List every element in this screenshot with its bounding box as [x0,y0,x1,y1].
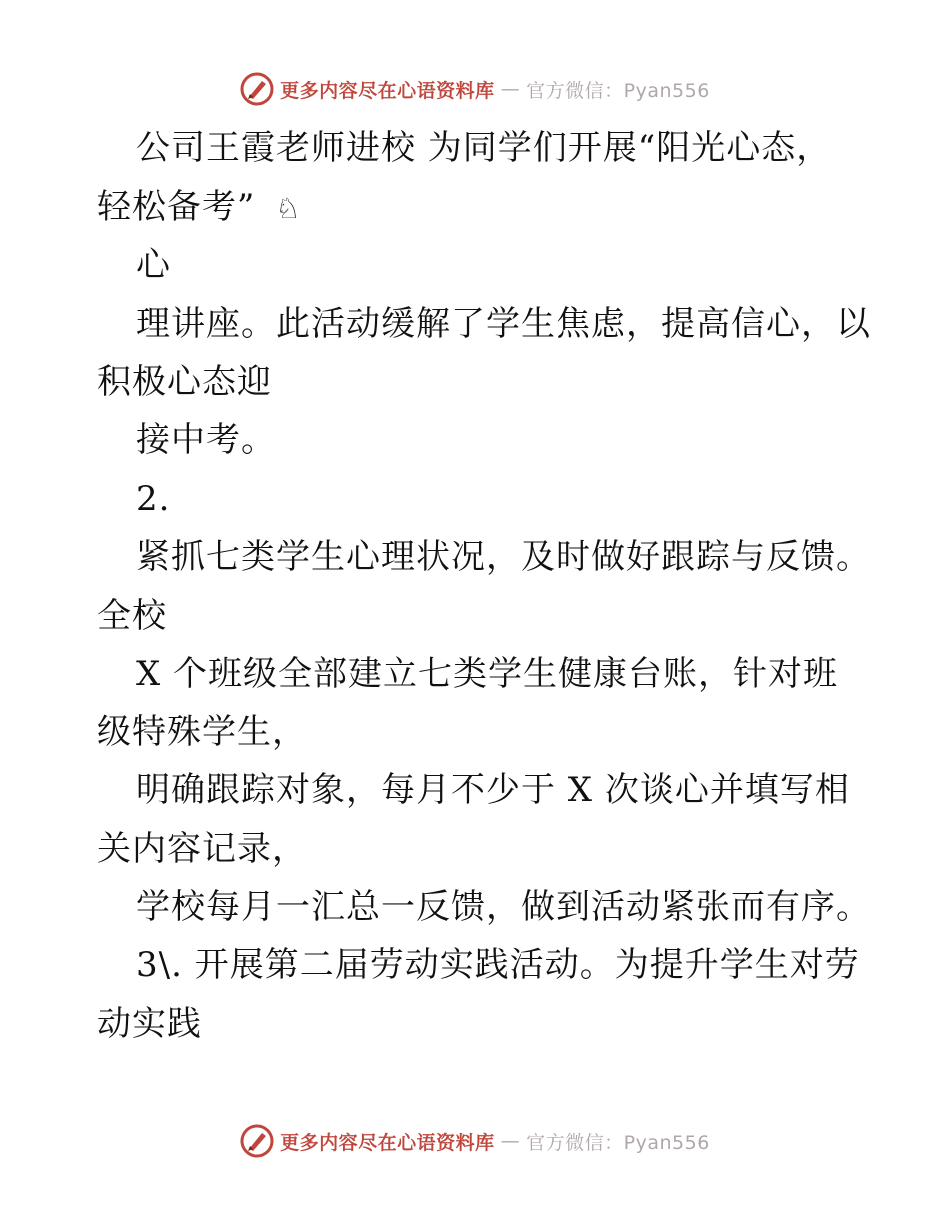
text-line: 明确跟踪对象，每月不少于 X 次谈心并填写相 [136,770,850,810]
text-line: 心 [136,245,171,285]
text-line: 2. [136,479,171,519]
text-line: 接中考。 [136,420,276,460]
pen-logo-icon [240,72,274,106]
text-line: 公司王霞老师进校 为同学们开展“阳光心态， [136,128,832,168]
text-line: 级特殊学生， [97,712,307,752]
watermark-separator: — [500,78,521,100]
text-line: 紧抓七类学生心理状况，及时做好跟踪与反馈。 [136,537,871,577]
watermark-brand: 更多内容尽在心语资料库 [280,1131,495,1154]
text-line: 轻松备考” [97,187,256,227]
text-line-with-icon [97,187,302,229]
watermark-footer [0,1124,950,1158]
watermark-brand: 更多内容尽在心语资料库 [280,79,495,102]
text-line: 全校 [97,596,167,636]
chess-knight-icon: ♘ [275,192,302,225]
watermark-header [0,72,950,106]
text-line: 理讲座。此活动缓解了学生焦虑，提高信心，以 [136,304,871,344]
watermark-separator: — [500,1130,521,1152]
text-line: 学校每月一汇总一反馈，做到活动紧张而有序。 [136,887,871,927]
watermark-wechat: 官方微信：Pyan556 [526,79,710,102]
watermark-wechat: 官方微信：Pyan556 [526,1131,710,1154]
text-line: 积极心态迎 [97,362,272,402]
text-line: X 个班级全部建立七类学生健康台账，针对班 [136,654,839,694]
text-line: 关内容记录， [97,829,307,869]
pen-logo-icon [240,1124,274,1158]
text-line: 动实践 [97,1004,202,1044]
text-line: 3\. 开展第二届劳动实践活动。为提升学生对劳 [136,945,860,985]
